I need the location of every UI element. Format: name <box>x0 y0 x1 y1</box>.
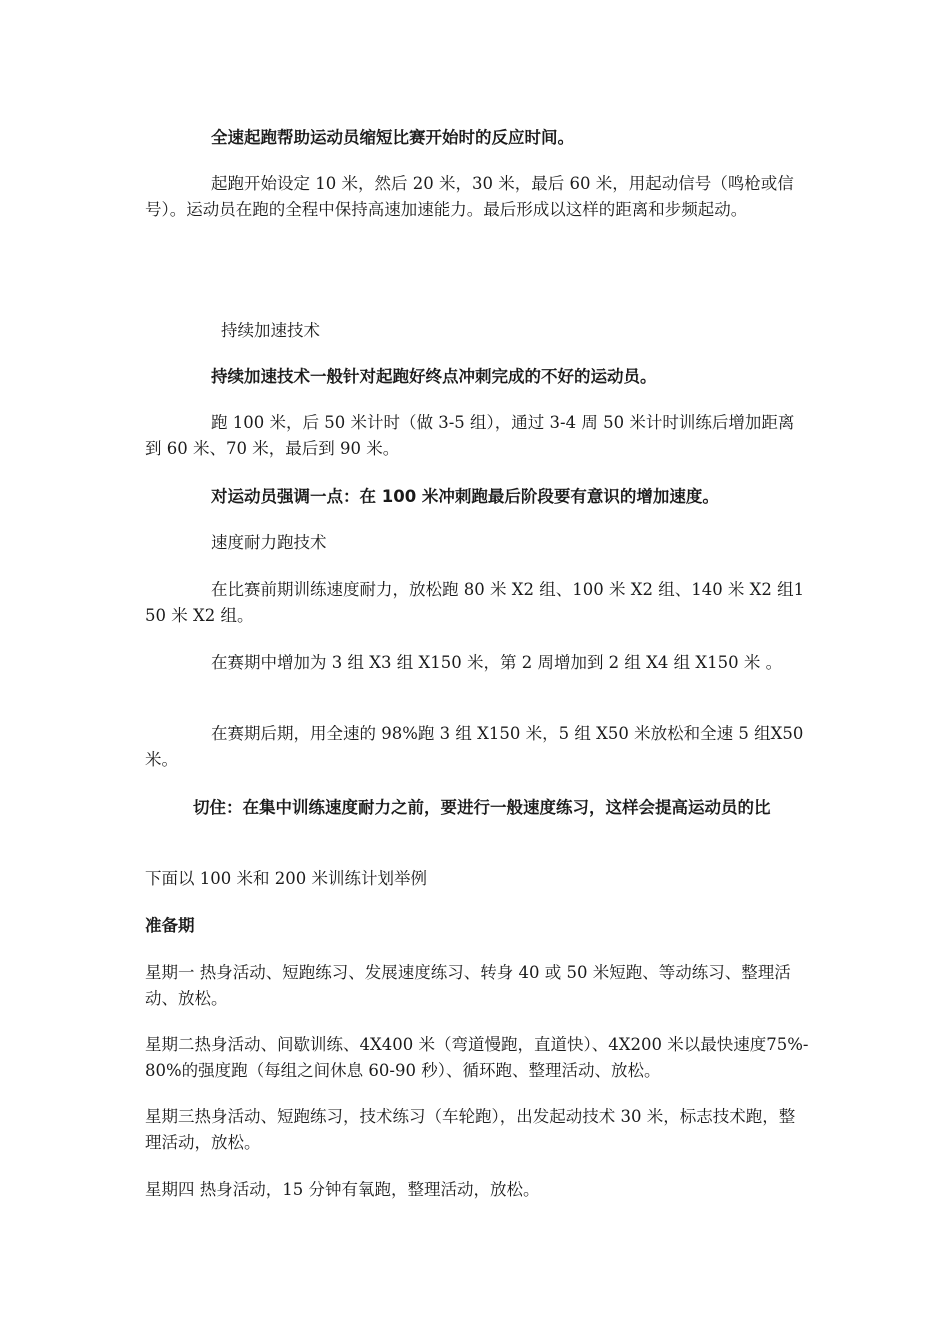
paragraph-wednesday: 星期三热身活动、短跑练习，技术练习（车轮跑），出发起动技术 30 米，标志技术跑，整理活动，放松。 <box>145 1107 796 1152</box>
paragraph-mid-competition: 在赛期中增加为 3 组 X3 组 X150 米，第 2 周增加到 2 组 X4 组 X150 米 。 <box>211 653 783 672</box>
paragraph-emphasis: 对运动员强调一点：在 100 米冲刺跑最后阶段要有意识的增加速度。 <box>211 487 719 506</box>
heading-speed-endurance: 速度耐力跑技术 <box>211 533 327 552</box>
heading-sustained-acceleration: 持续加速技术 <box>221 321 320 340</box>
paragraph-sustained-acceleration-target: 持续加速技术一般针对起跑好终点冲刺完成的不好的运动员。 <box>211 367 657 386</box>
paragraph-caution: 切住：在集中训练速度耐力之前，要进行一般速度练习，这样会提高运动员的比 <box>193 798 771 817</box>
paragraph-start-distances: 起跑开始设定 10 米，然后 20 米，30 米，最后 60 米，用起动信号（鸣枪或信号）。运动员在跑的全程中保持高速加速能力。最后形成以这样的距离和步频起动。 <box>145 174 794 219</box>
paragraph-tuesday: 星期二热身活动、间歇训练、4X400 米（弯道慢跑，直道快）、4X200 米以最快速度75%-80%的强度跑（每组之间休息 60-90 秒）、循环跑、整理活动、放松。 <box>145 1035 809 1080</box>
paragraph-late-competition: 在赛期后期，用全速的 98%跑 3 组 X150 米，5 组 X50 米放松和全速 5 组X50 米。 <box>145 724 804 769</box>
heading-preparation-period: 准备期 <box>145 916 195 935</box>
paragraph-pre-competition: 在比赛前期训练速度耐力，放松跑 80 米 X2 组、100 米 X2 组、140 米 X2 组150 米 X2 组。 <box>145 580 805 625</box>
paragraph-100m-timing: 跑 100 米，后 50 米计时（做 3-5 组），通过 3-4 周 50 米计时训练后增加距离到 60 米、70 米，最后到 90 米。 <box>145 413 795 458</box>
paragraph-monday: 星期一 热身活动、短跑练习、发展速度练习、转身 40 或 50 米短跑、等动练习、整理活动、放松。 <box>145 963 791 1008</box>
paragraph-full-speed-start: 全速起跑帮助运动员缩短比赛开始时的反应时间。 <box>211 128 574 147</box>
paragraph-thursday: 星期四 热身活动，15 分钟有氧跑，整理活动，放松。 <box>145 1180 540 1199</box>
paragraph-plan-intro: 下面以 100 米和 200 米训练计划举例 <box>145 869 427 888</box>
